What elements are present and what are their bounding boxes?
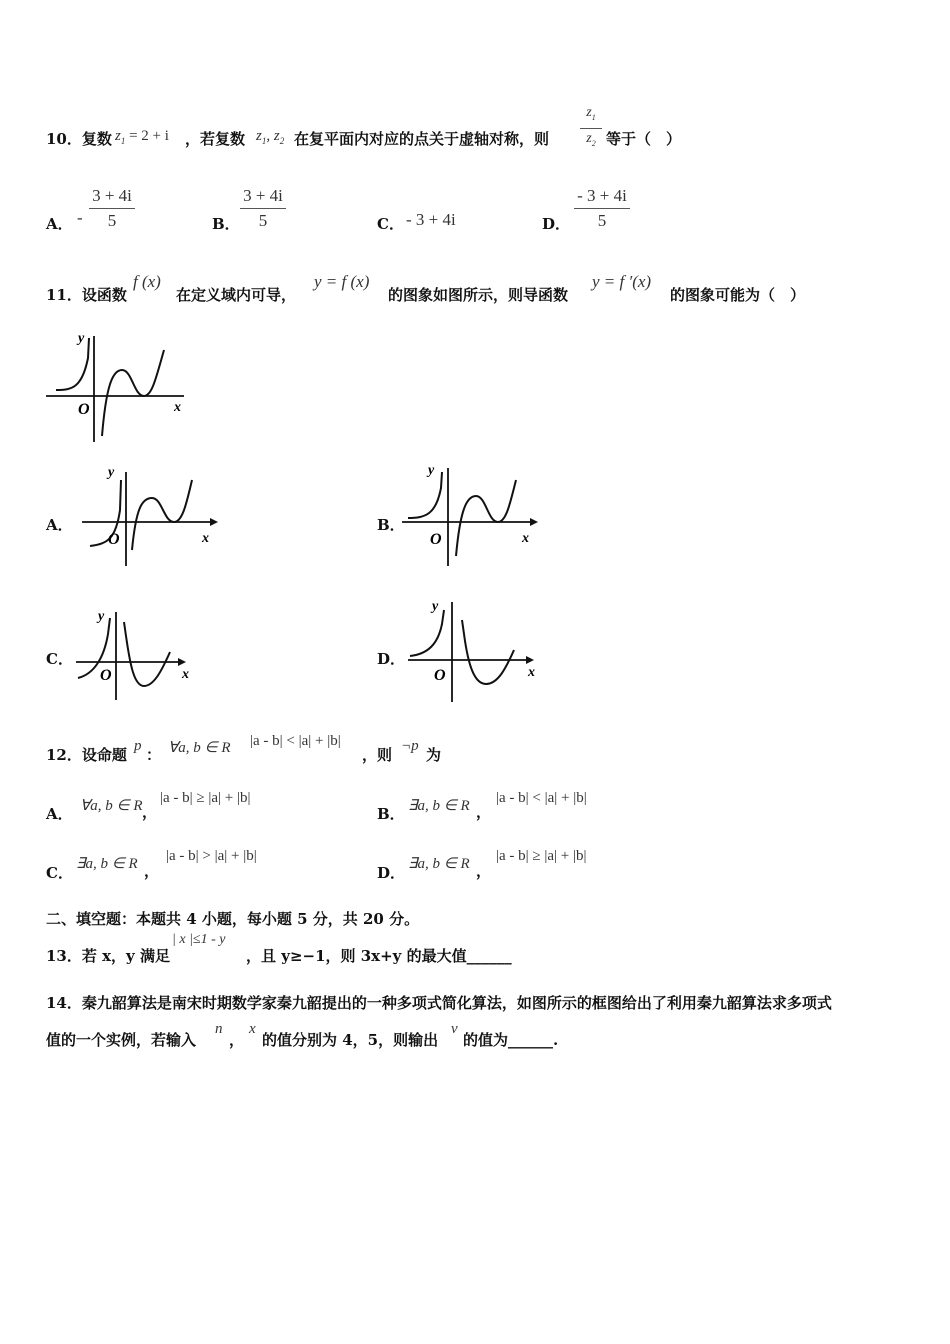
q10-b-den: 5 (258, 211, 268, 230)
q14-sep: ， (229, 1031, 245, 1049)
axis-y-label: y (108, 465, 115, 480)
q12-text-3: 为 (426, 746, 442, 764)
q12-option-c-label: C． (46, 864, 73, 882)
q10-option-c-label: C． (377, 215, 404, 233)
origin-label: O (100, 667, 112, 684)
q10-option-d-fraction (574, 185, 630, 232)
q14-var-x: x (249, 1021, 256, 1037)
q11-option-c-graph (72, 600, 202, 704)
curve-right-branch (132, 480, 192, 550)
axis-x-label: x (202, 531, 209, 546)
q12-number: 12． (46, 746, 82, 764)
q11-fx: f (x) (133, 272, 161, 291)
q11-yfx: y = f (x) (314, 272, 370, 291)
q10-option-a-sign: - (77, 208, 83, 227)
axis-y-label: y (78, 331, 85, 346)
q11-text-3: 的图象如图所示，则导函数 (388, 286, 569, 304)
q12-option-b-label: B． (377, 805, 405, 823)
q12-option-c-quantifier: ∃a, b ∈ R (76, 856, 138, 872)
q13-text-1: 13．若 x，y 满足 (46, 947, 170, 965)
axis-x-label: x (182, 667, 189, 682)
curve-right-branch (456, 480, 516, 556)
q14-var-v: v (451, 1021, 458, 1037)
z-sub-a: 1 (261, 136, 267, 146)
curve-right-branch (462, 620, 514, 684)
q14-text-c: 的值为______. (463, 1031, 559, 1049)
q10-b-num: 3 + 4i (243, 186, 283, 205)
q10-z1z2 (256, 128, 284, 146)
q10-option-c-expr: - 3 + 4i (406, 210, 456, 229)
origin-label: O (78, 401, 90, 418)
q11-option-b-graph (398, 460, 548, 570)
origin-label: O (434, 667, 446, 684)
q12-stem (46, 744, 127, 765)
q11-option-b-label: B． (377, 516, 405, 534)
q12-p: p (134, 738, 142, 754)
q14-line-1: 14．秦九韶算法是南宋时期数学家秦九韶提出的一种多项式简化算法，如图所示的框图给出了利用秦九韶算法求多项式 (46, 994, 832, 1012)
section-2-heading: 二、填空题：本题共 4 小题，每小题 5 分，共 20 分。 (46, 910, 420, 928)
q11-text-4: 的图象可能为（ ） (670, 286, 806, 304)
z1-sub: 1 (120, 136, 126, 146)
q10-z1-expr (115, 128, 169, 146)
q12-text-2: ，则 (362, 746, 393, 764)
frac-num-sub: 1 (591, 112, 596, 122)
axis-y-label: y (432, 599, 439, 614)
q11-main-graph (44, 328, 194, 446)
q10-number: 10． (46, 130, 82, 148)
q10-option-a-fraction (89, 185, 135, 232)
q10-text-4: 等于（ ） (606, 130, 682, 148)
q11-stem (46, 284, 127, 305)
z1-var: z (115, 128, 121, 144)
x-axis-arrow (526, 656, 534, 664)
x-axis-arrow (210, 518, 218, 526)
z-var-b: , z (266, 128, 280, 144)
axis-x-label: x (174, 400, 181, 415)
curve-left-branch (408, 472, 442, 518)
q14-var-n: n (215, 1021, 223, 1037)
q12-option-d-inequality: |a - b| ≥ |a| + |b| (496, 848, 587, 864)
q11-number: 11． (46, 286, 82, 304)
axis-x-label: x (522, 531, 529, 546)
q13-condition: | x |≤1 - y (172, 932, 226, 947)
q12-colon: ： (146, 746, 162, 764)
z-sub-b: 2 (279, 136, 285, 146)
q11-option-d-label: D． (377, 650, 406, 668)
q10-option-d-label: D． (542, 215, 571, 233)
curve-right-branch (124, 622, 170, 686)
axis-x-label: x (528, 665, 535, 680)
q12-quantifier: ∀a, b ∈ R (168, 740, 231, 756)
curve-right-branch (102, 350, 164, 436)
axis-y-label: y (428, 463, 435, 478)
q10-text-3: 在复平面内对应的点关于虚轴对称，则 (294, 130, 550, 148)
frac-den-var: z (586, 130, 592, 146)
q12-option-d-quantifier: ∃a, b ∈ R (408, 856, 470, 872)
q10-option-b-label: B． (212, 215, 240, 233)
q12-option-c-comma: ， (144, 862, 160, 880)
q10-option-a-label: A． (46, 215, 73, 233)
q13-text-2: ，且 y≥−1，则 3x+y 的最大值______ (246, 947, 512, 965)
q14-text-b: 的值分别为 4，5，则输出 (262, 1031, 439, 1049)
q11-text-2: 在定义域内可导， (176, 286, 297, 304)
q11-yfpx: y = f ′(x) (592, 272, 652, 291)
q12-option-d-label: D． (377, 864, 406, 882)
q12-option-a-inequality: |a - b| ≥ |a| + |b| (160, 790, 251, 806)
q14-text-a: 值的一个实例，若输入 (46, 1031, 197, 1049)
q12-notp: ¬p (401, 738, 419, 754)
q10-text-2: ，若复数 (185, 130, 246, 148)
q10-a-den: 5 (107, 211, 117, 230)
q10-option-b-fraction (240, 185, 286, 232)
q11-option-a-graph (78, 460, 228, 570)
q12-option-d-comma: ， (476, 862, 492, 880)
curve-left-branch (410, 610, 444, 656)
q10-stem (46, 128, 112, 149)
q10-d-den: 5 (597, 211, 607, 230)
q12-option-b-quantifier: ∃a, b ∈ R (408, 798, 470, 814)
origin-label: O (108, 531, 120, 548)
q10-fraction (580, 104, 602, 153)
q10-a-num: 3 + 4i (92, 186, 132, 205)
x-axis-arrow (530, 518, 538, 526)
z1-value: = 2 + i (129, 128, 169, 144)
origin-label: O (430, 531, 442, 548)
q12-option-a-quantifier: ∀a, b ∈ R (80, 798, 143, 814)
q10-text-1: 复数 (81, 130, 112, 148)
frac-den-sub: 2 (591, 138, 596, 148)
q12-option-b-inequality: |a - b| < |a| + |b| (496, 790, 587, 806)
q11-option-d-graph (404, 594, 550, 704)
q12-text-1: 设命题 (81, 746, 127, 764)
axis-y-label: y (98, 609, 105, 624)
frac-num-var: z (586, 105, 592, 120)
q11-option-c-label: C． (46, 650, 73, 668)
q12-option-b-comma: ， (476, 803, 492, 821)
q12-option-c-inequality: |a - b| > |a| + |b| (166, 848, 257, 864)
q11-option-a-label: A． (46, 516, 73, 534)
z-var-a: z (256, 128, 262, 144)
q11-text-1: 设函数 (81, 286, 127, 304)
q12-option-a-label: A． (46, 805, 73, 823)
q12-inequality: |a - b| < |a| + |b| (250, 733, 341, 749)
x-axis-arrow (178, 658, 186, 666)
q12-option-a-comma: ， (142, 803, 158, 821)
q10-d-num: - 3 + 4i (577, 186, 627, 205)
